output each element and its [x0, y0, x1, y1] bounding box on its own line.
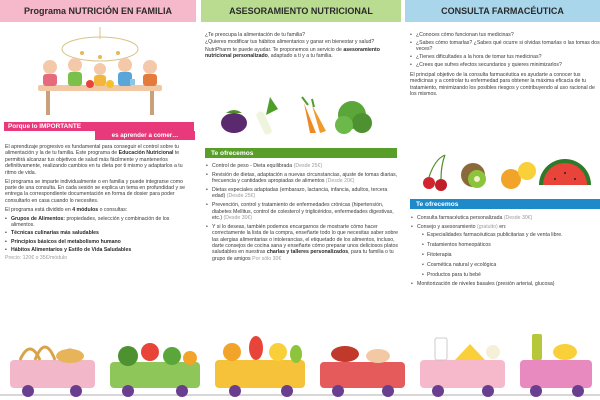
header-asesoramiento: ASESORAMIENTO NUTRICIONAL: [201, 0, 401, 22]
list-item: • ¿Tienes dificultades a la hora de tomar tus medicinas?: [410, 54, 600, 60]
list-item: • Monitorización de niveles basales (presión arterial, glucosa): [411, 281, 599, 287]
modulos-list: [5, 216, 193, 253]
question-familia: ¿Te preocupa la alimentación de tu familia?: [205, 32, 306, 38]
asesoramiento-intro: [205, 32, 397, 61]
food-train-illustration: [0, 330, 600, 400]
paragraph-programa: El programa se imparte individualmente o en familia y puede integrarse como parte de una consulta. En cada sesión se explica un tema en profundidad y se entrega la correspondiente documentación en forma de dosier para poder consultarlo en casa cuando lo necesites.: [5, 178, 185, 204]
list-item: • ¿Sabes cómo tomarlas? ¿Sabes qué ocurre si olvidas tomarlas o las tomas dos veces?: [410, 40, 600, 53]
family-table-illustration: [20, 27, 180, 119]
list-item: • ¿Crees que sufres efectos secundarios y quieres minimizarlos?: [410, 62, 600, 68]
list-item: • Productos para tu bebé: [417, 272, 599, 278]
list-item: • ¿Conoces cómo funcionan tus medicinas?: [410, 32, 600, 38]
consejo-sublist: [417, 232, 599, 278]
questions-list: [410, 32, 600, 69]
question-habitos: ¿Quieres modificar tus hábitos alimentarios y ganar en bienestar y salud?: [205, 39, 375, 46]
list-item: • Control de peso - Dieta equilibrada (Desde 25€): [206, 163, 398, 169]
list-item: • Cosmética natural y ecológica: [417, 262, 599, 268]
asesoramiento-services-list: [206, 163, 398, 265]
list-item: • Tratamientos homeopáticos: [417, 242, 599, 248]
aprender-a-comer-tag: es aprender a comer…: [95, 131, 195, 140]
paragraph-aprendizaje: El aprendizaje progresivo es fundamental para conseguir el control sobre tu alimentación y la de tu familia. Este programa de Educación Nutricional te permitirá alcanzar tus objetivos de salud más fácilmente y mantenerlos definitivamente, realizando cambios en tu dieta por ti mismo y adaptarlos a tu ritmo de vida.: [5, 144, 183, 176]
farmaceutica-services-list: [411, 215, 599, 290]
fruits-illustration: [415, 145, 595, 197]
paragraph-nutripharm: NutriPharm te puede ayudar. Te proponemos un servicio de asesoramiento nutricional personalizado, adaptado a ti y a tu familia.: [205, 46, 380, 60]
paragraph-objetivo: El principal objetivo de la consulta farmacéutica es ayudarte a conocer tus medicinas y a controlar tu enfermedad para obtener la máxima eficacia de tu tratamiento, minimizando los posibles riesgos y contribuyendo al uso racional de los mismos.: [410, 71, 595, 98]
list-item: • Prevención, control y tratamiento de enfermedades crónicas (hipertensión, diabetes Mellitus, control de colesterol y triglicéridos, enfermedades digestivas, etc.) (Desde 30€): [206, 202, 398, 221]
nutricion-familia-text: [5, 144, 193, 264]
list-item: • Principios básicos del metabolismo humano: [5, 239, 193, 245]
porque-importante-bar: Porque lo IMPORTANTE: [4, 122, 194, 131]
vegetables-illustration: [212, 93, 382, 139]
list-item: • Especialidades farmacéuticas publicitarias y de venta libre.: [417, 232, 599, 238]
paragraph-modulos: El programa está dividido en 4 módulos o consultas:: [5, 206, 128, 213]
ofrecemos-bar-farmaceutica: Te ofrecemos: [410, 199, 600, 209]
list-item: • Dietas especiales adaptadas (embarazo, lactancia, infancia, adultos, tercera edad) (Desde 25€): [206, 187, 398, 200]
ofrecemos-bar-asesoramiento: Te ofrecemos: [205, 148, 397, 158]
list-item: • Fitoterapia: [417, 252, 599, 258]
list-item: • Grupos de Alimentos: propiedades, selección y combinación de los alimentos.: [5, 216, 193, 229]
list-item: • Consejo y asesoramiento (gratuito) en: • Especialidades farmacéuticas publicitarias y de venta libre. • Tratamientos homeopáticos • Fitoterapia • Cosmética natural y ecológica • Productos para tu bebé: [411, 224, 599, 278]
precio-programa: Precio: 120€ o 35€/módulo: [5, 255, 68, 262]
header-nutricion-familia: Programa NUTRICIÓN EN FAMILIA: [0, 0, 196, 22]
list-item: • Consulta farmacéutica personalizada (Desde 30€): [411, 215, 599, 221]
consulta-intro: [410, 32, 600, 97]
list-item: • Revisión de dietas, adaptación a nuevas circunstancias, ajuste de tomas diarias, frecuencia y cantidades apropiadas de alimentos (Desde 20€): [206, 172, 398, 185]
list-item: • Y si lo deseas, también podemos encargarnos de mostrarte cómo hacer correctamente la lista de la compra, enseñarte todo lo que necesitas saber sobre las alergias alimentarias o intolerancias, el etiquetado de los alimentos, incluso, darte consejos de cocina sana y enseñarte cómo preparar unos deliciosos platos saludables en nuestras charlas y talleres personalizados, para tu familia o tu grupo de amigos Por sólo 30€: [206, 224, 398, 262]
header-consulta-farmaceutica: CONSULTA FARMACÉUTICA: [405, 0, 600, 22]
list-item: • Técnicas culinarias más saludables: [5, 230, 193, 236]
list-item: • Hábitos Alimentarios y Estilo de Vida Saludables: [5, 247, 193, 253]
